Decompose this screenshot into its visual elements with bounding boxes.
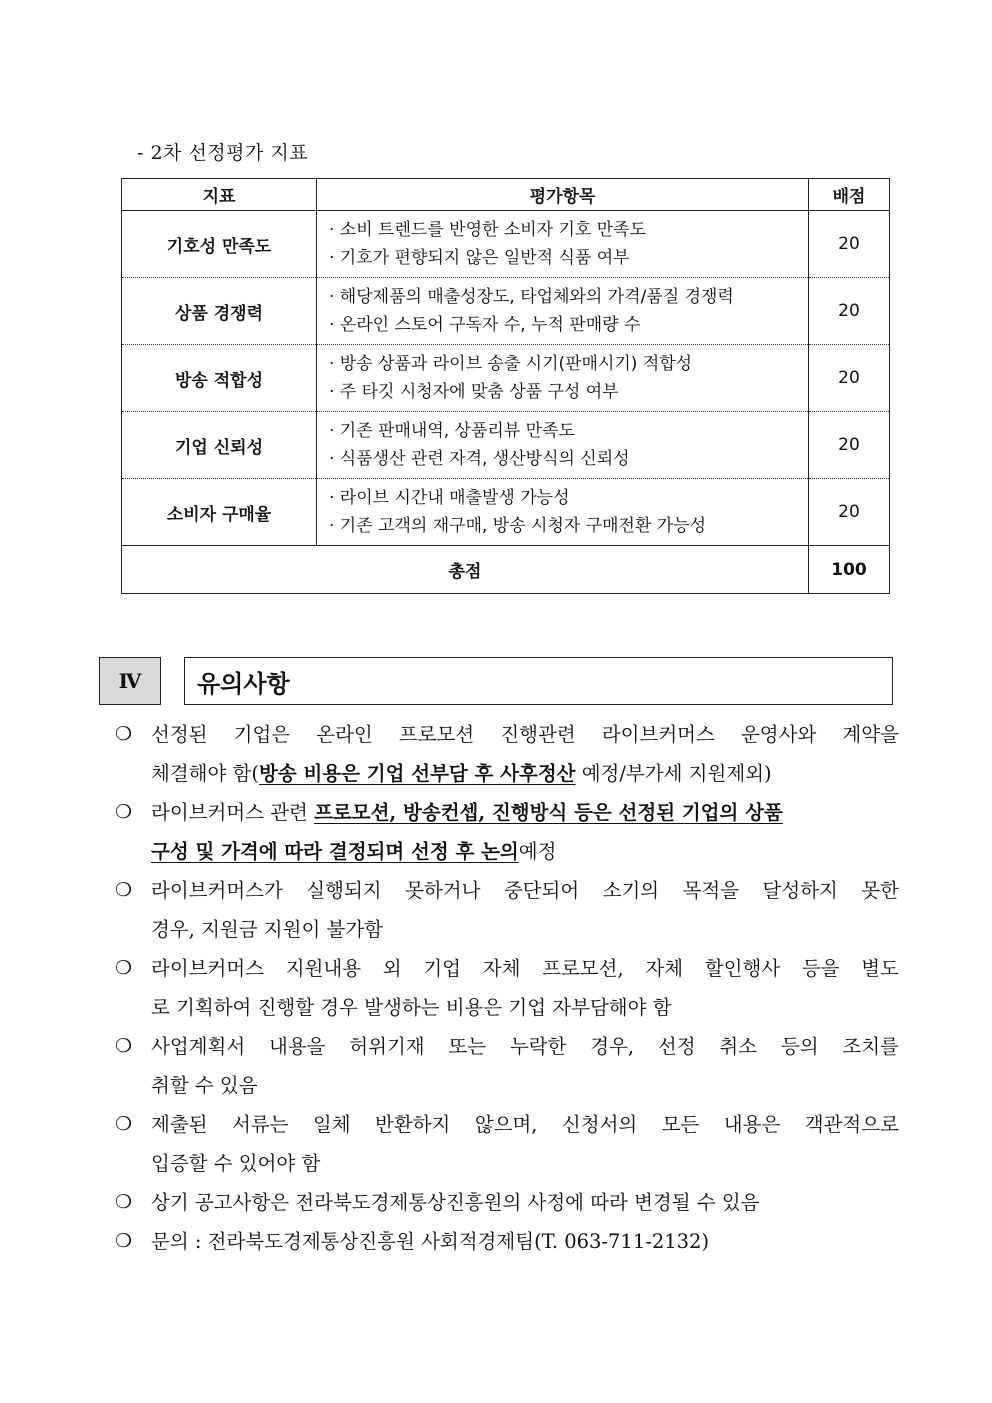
note-word: 소기의 xyxy=(602,879,660,902)
table-total-row xyxy=(122,546,890,594)
note-line xyxy=(151,910,899,949)
note-word: 외 xyxy=(382,957,402,980)
table-row xyxy=(122,211,890,278)
note-text: 상기 공고사항은 전라북도경제통상진흥원의 사정에 따라 변경될 수 있음 xyxy=(151,1191,760,1214)
bullet-circle-icon: ❍ xyxy=(115,801,133,823)
row-items xyxy=(317,479,809,546)
note-line xyxy=(151,715,899,754)
evaluation-table xyxy=(121,178,890,594)
note-line xyxy=(151,949,899,988)
note-word: 경우, xyxy=(590,1035,635,1058)
row-score: 20 xyxy=(809,479,890,546)
note-line xyxy=(151,1183,899,1222)
row-item: · 주 타깃 시청자에 맞춤 상품 구성 여부 xyxy=(329,382,619,402)
note-word: 선정된 xyxy=(151,723,208,746)
note-line xyxy=(151,1105,899,1144)
note-line xyxy=(151,988,899,1027)
note-word: 온라인 xyxy=(316,723,373,746)
row-indicator-name: 방송 적합성 xyxy=(122,345,317,412)
row-score: 20 xyxy=(809,345,890,412)
total-score: 100 xyxy=(809,546,890,594)
note-word: 등의 xyxy=(780,1035,819,1058)
note-item xyxy=(115,1027,899,1105)
note-word: 진행관련 xyxy=(500,723,576,746)
note-word: 선정 xyxy=(657,1035,696,1058)
row-item: · 기존 고객의 재구매, 방송 시청자 구매전환 가능성 xyxy=(329,516,707,536)
row-items xyxy=(317,345,809,412)
table-row xyxy=(122,345,890,412)
note-word: 못한 xyxy=(861,879,899,902)
section-number: Ⅳ xyxy=(99,657,161,705)
note-word: 모든 xyxy=(661,1113,700,1136)
note-text: 경우, 지원금 지원이 불가함 xyxy=(151,918,384,941)
note-text: 입증할 수 있어야 함 xyxy=(151,1152,321,1175)
row-item: · 기존 판매내역, 상품리뷰 만족도 xyxy=(329,421,575,441)
note-word: 않으며, xyxy=(474,1113,538,1136)
table-header-row xyxy=(122,179,890,211)
note-word: 객관적으로 xyxy=(804,1113,899,1136)
row-score: 20 xyxy=(809,412,890,479)
note-text: 예정/부가세 지원제외) xyxy=(575,762,772,785)
bullet-circle-icon: ❍ xyxy=(115,1113,133,1135)
section-title: 유의사항 xyxy=(184,657,893,705)
note-emphasis: 방송 비용은 기업 선부담 후 사후정산 xyxy=(259,762,576,785)
note-text: 라이브커머스 관련 xyxy=(151,801,315,824)
bullet-circle-icon: ❍ xyxy=(115,879,133,901)
note-word: 취소 xyxy=(719,1035,758,1058)
note-item xyxy=(115,1222,899,1261)
note-line xyxy=(151,1027,899,1066)
table-subtitle: - 2차 선정평가 지표 xyxy=(137,142,309,164)
note-item xyxy=(115,715,899,793)
note-word: 내용을 xyxy=(268,1035,326,1058)
note-word: 프로모션 xyxy=(398,723,475,746)
note-text: 체결해야 함( xyxy=(151,762,259,785)
row-item: · 라이브 시간내 매출발생 가능성 xyxy=(329,488,570,508)
note-word: 못하거나 xyxy=(405,879,481,902)
note-word: 자체 xyxy=(645,957,684,980)
row-indicator-name: 상품 경쟁력 xyxy=(122,278,317,345)
row-score: 20 xyxy=(809,211,890,278)
note-word: 기업은 xyxy=(233,723,291,746)
note-word: 사업계획서 xyxy=(151,1035,246,1058)
note-word: 제출된 xyxy=(151,1113,208,1136)
row-indicator-name: 기업 신뢰성 xyxy=(122,412,317,479)
note-text: 취할 수 있음 xyxy=(151,1074,258,1097)
note-line xyxy=(151,1222,899,1261)
note-word: 라이브커머스 xyxy=(151,957,265,980)
note-word: 중단되어 xyxy=(503,879,580,902)
note-text: 로 기획하여 진행할 경우 발생하는 비용은 기업 자부담해야 함 xyxy=(151,996,672,1019)
header-score: 배점 xyxy=(809,179,890,211)
row-item: · 방송 상품과 라이브 송출 시기(판매시기) 적합성 xyxy=(329,354,693,374)
note-item xyxy=(115,871,899,949)
note-text: 예정 xyxy=(518,840,557,863)
note-word: 허위기재 xyxy=(349,1035,425,1058)
note-word: 서류는 xyxy=(231,1113,289,1136)
note-word: 할인행사 xyxy=(704,957,781,980)
note-word: 누락한 xyxy=(509,1035,567,1058)
note-word: 계약을 xyxy=(842,723,899,746)
row-score: 20 xyxy=(809,278,890,345)
row-indicator-name: 기호성 만족도 xyxy=(122,211,317,278)
note-word: 실행되지 xyxy=(306,879,382,902)
note-word: 자체 xyxy=(482,957,521,980)
note-line xyxy=(151,793,899,832)
table-row xyxy=(122,479,890,546)
row-item: · 온라인 스토어 구독자 수, 누적 판매량 수 xyxy=(329,315,641,335)
bullet-circle-icon: ❍ xyxy=(115,1230,133,1252)
note-item xyxy=(115,793,899,871)
note-word: 조치를 xyxy=(842,1035,899,1058)
note-line xyxy=(151,871,899,910)
bullet-circle-icon: ❍ xyxy=(115,957,133,979)
note-line xyxy=(151,832,899,871)
row-items xyxy=(317,412,809,479)
row-item: · 소비 트렌드를 반영한 소비자 기호 만족도 xyxy=(329,220,647,240)
row-items xyxy=(317,278,809,345)
note-word: 또는 xyxy=(448,1035,487,1058)
note-word: 프로모션, xyxy=(542,957,624,980)
note-line xyxy=(151,1144,899,1183)
row-item: · 해당제품의 매출성장도, 타업체와의 가격/품질 경쟁력 xyxy=(329,287,734,307)
note-item xyxy=(115,1183,899,1222)
bullet-circle-icon: ❍ xyxy=(115,723,133,745)
note-word: 운영사와 xyxy=(740,723,817,746)
note-line xyxy=(151,754,899,793)
bullet-circle-icon: ❍ xyxy=(115,1035,133,1057)
bullet-circle-icon: ❍ xyxy=(115,1191,133,1213)
row-item: · 식품생산 관련 자격, 생산방식의 신뢰성 xyxy=(329,449,630,469)
row-items xyxy=(317,211,809,278)
header-items: 평가항목 xyxy=(317,179,809,211)
note-word: 반환하지 xyxy=(374,1113,451,1136)
note-word: 신청서의 xyxy=(561,1113,638,1136)
note-word: 라이브커머스 xyxy=(601,723,715,746)
total-label: 총점 xyxy=(122,546,809,594)
note-word: 별도 xyxy=(861,957,899,980)
note-item xyxy=(115,1105,899,1183)
note-word: 지원내용 xyxy=(285,957,362,980)
table-row xyxy=(122,278,890,345)
note-line xyxy=(151,1066,899,1105)
note-emphasis: 프로모션, 방송컨셉, 진행방식 등은 선정된 기업의 상품 xyxy=(314,801,783,824)
note-word: 일체 xyxy=(312,1113,351,1136)
header-indicator: 지표 xyxy=(122,179,317,211)
note-word: 내용은 xyxy=(723,1113,781,1136)
note-item xyxy=(115,949,899,1027)
note-contact: 문의 : 전라북도경제통상진흥원 사회적경제팀(T. 063-711-2132) xyxy=(151,1230,710,1253)
note-word: 라이브커머스가 xyxy=(151,879,283,902)
note-word: 목적을 xyxy=(682,879,740,902)
row-indicator-name: 소비자 구매율 xyxy=(122,479,317,546)
table-row xyxy=(122,412,890,479)
row-item: · 기호가 편향되지 않은 일반적 식품 여부 xyxy=(329,248,630,268)
note-word: 등을 xyxy=(801,957,840,980)
note-word: 달성하지 xyxy=(762,879,838,902)
note-emphasis: 구성 및 가격에 따라 결정되며 선정 후 논의 xyxy=(151,840,519,863)
notes-list xyxy=(115,715,899,1261)
note-word: 기업 xyxy=(423,957,462,980)
